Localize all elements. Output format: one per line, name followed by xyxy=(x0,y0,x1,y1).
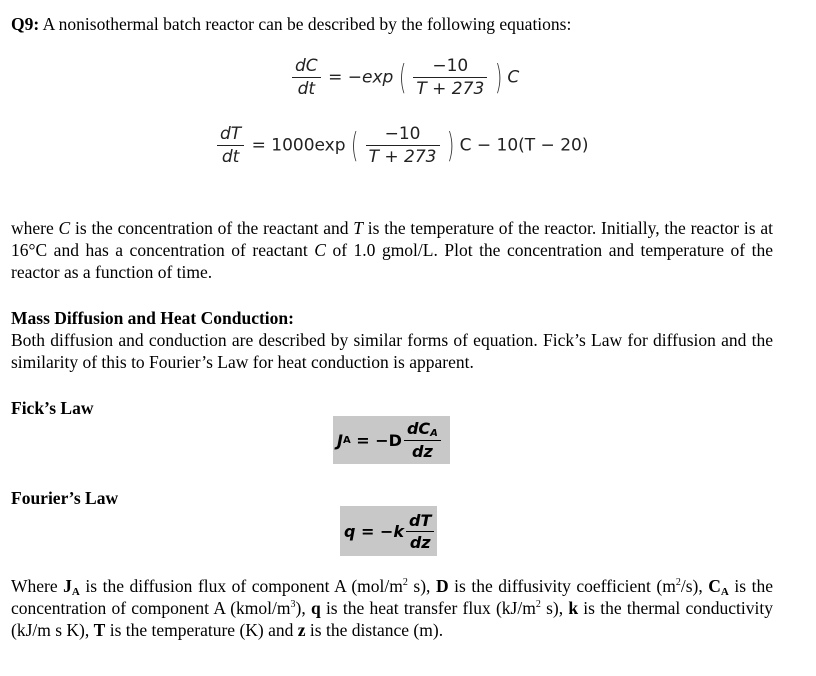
eq2-lhs-numerator: dT xyxy=(220,124,242,144)
eq1-equals: = xyxy=(328,67,343,88)
eq1-arg-denominator: T + 273 xyxy=(413,77,487,99)
eq1-left-paren: ( xyxy=(398,57,406,98)
reactor-paragraph: where C is the concentration of the reactant and T is the temperature of the reactor. Initially, the reactor is at 16°C and has a concentration of reactant C of 1.0 gmol/L. Plot the concentration and temperature of the reactor as a function of time. xyxy=(11,218,774,282)
eq2-right-paren: ) xyxy=(446,125,455,166)
eq2-arg-denominator: T + 273 xyxy=(366,145,440,167)
fick-minus-d: = −D xyxy=(350,430,402,450)
eq2-arg-fraction xyxy=(366,124,440,167)
fick-numerator: dC xyxy=(406,419,431,438)
fick-law-equation xyxy=(333,416,450,464)
eq2-lhs-fraction xyxy=(217,124,244,167)
eq2-tail: C − 10(T − 20) xyxy=(459,135,589,156)
fick-law-label: Fick’s Law xyxy=(11,398,94,418)
eq1-tail: C xyxy=(507,67,520,88)
equation-temperature xyxy=(215,124,588,167)
fourier-fraction xyxy=(406,511,434,552)
fick-fraction xyxy=(404,419,441,461)
fourier-denominator: dz xyxy=(406,531,434,552)
eq1-arg-fraction xyxy=(413,56,487,99)
question-text: A nonisothermal batch reactor can be described by the following equations: xyxy=(39,14,572,34)
fick-numerator-subscript: A xyxy=(430,428,438,439)
eq1-right-paren: ) xyxy=(494,57,502,98)
fick-denominator: dz xyxy=(404,440,441,461)
fourier-law-equation xyxy=(340,506,437,556)
fourier-lhs: q = −k xyxy=(344,521,405,541)
fick-flux-subscript: A xyxy=(342,434,351,446)
eq1-lhs-denominator: dt xyxy=(292,77,321,99)
question-line xyxy=(11,13,811,35)
eq1-lhs-numerator: dC xyxy=(295,56,318,76)
definitions-paragraph: Where JA is the diffusion flux of component A ($mol/m^2$ s), D is the diffusivity coefficient $(m^2/s)$, CA is the concentration of component A $(kmol/m^3)$, q is the heat transfer flux ($kJ/m^2$ s), k is the thermal conductivity (kJ/m s K), T is the temperature (K) and z is the distance (m). xyxy=(11,576,774,640)
equation-concentration xyxy=(290,56,519,99)
eq2-coef-exp: 1000exp xyxy=(271,135,346,156)
eq2-equals: = xyxy=(251,135,266,156)
eq1-exp: −exp xyxy=(347,67,394,88)
eq1-arg-numerator: −10 xyxy=(432,56,469,76)
section-heading: Mass Diffusion and Heat Conduction: xyxy=(11,308,294,328)
fick-flux-symbol: J xyxy=(337,430,343,450)
fourier-numerator: dT xyxy=(409,510,432,530)
section-body: Both diffusion and conduction are described by similar forms of equation. Fick’s Law for diffusion and the similarity of this to Fourier’s Law for heat conduction is apparent. xyxy=(11,330,773,372)
eq2-left-paren: ( xyxy=(350,125,359,166)
question-label: Q9: xyxy=(11,14,40,34)
fourier-law-label: Fourier’s Law xyxy=(11,488,119,508)
eq2-arg-numerator: −10 xyxy=(384,124,421,144)
eq1-lhs-fraction xyxy=(292,56,321,99)
eq2-lhs-denominator: dt xyxy=(217,145,244,167)
